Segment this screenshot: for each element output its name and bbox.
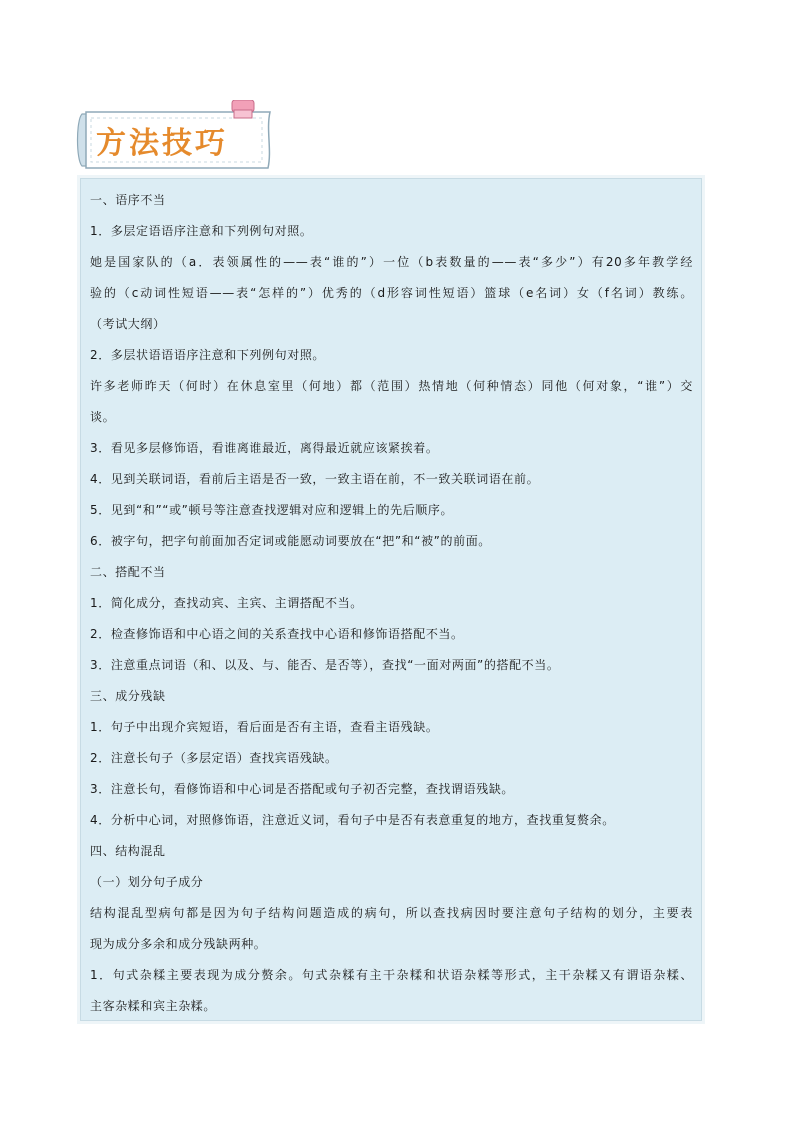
- text-line: 一、语序不当: [90, 193, 166, 207]
- text-line: 结构混乱型病句都是因为句子结构问题造成的病句，所以查找病因时要注意句子结构的划分，主要表: [90, 906, 693, 920]
- text-line: 2．多层状语语语序注意和下列例句对照。: [90, 348, 326, 362]
- text-line: 现为成分多余和成分残缺两种。: [90, 937, 267, 951]
- text-line: 谈。: [90, 410, 116, 424]
- text-line: 验的（c动词性短语——表“怎样的”）优秀的（d形容词性短语）篮球（e名词）女（f名词）教练。: [90, 286, 693, 300]
- text-line: 3．注意长句，看修饰语和中心词是否搭配或句子初否完整，查找谓语残缺。: [90, 782, 515, 796]
- page-title: 方法技巧: [96, 126, 228, 161]
- binder-clip-icon: [232, 100, 254, 118]
- text-line: 1．句式杂糅主要表现为成分赘余。句式杂糅有主干杂糅和状语杂糅等形式，主干杂糅又有谓语杂糅、: [90, 968, 693, 982]
- text-line: 1．句子中出现介宾短语，看后面是否有主语，查看主语残缺。: [90, 720, 439, 734]
- text-line: 二、搭配不当: [90, 565, 166, 579]
- text-line: 3．看见多层修饰语，看谁离谁最近，离得最近就应该紧挨着。: [90, 441, 439, 455]
- text-line: 许多老师昨天（何时）在休息室里（何地）都（范围）热情地（何种情态）同他（何对象，“谁”）交: [90, 379, 693, 393]
- text-line: 四、结构混乱: [90, 844, 166, 858]
- text-line: 三、成分残缺: [90, 689, 166, 703]
- section-title-banner: [76, 100, 276, 176]
- text-line: 6．被字句，把字句前面加否定词或能愿动词要放在“把”和“被”的前面。: [90, 534, 491, 548]
- text-line: 2．检查修饰语和中心语之间的关系查找中心语和修饰语搭配不当。: [90, 627, 464, 641]
- text-line: 2．注意长句子（多层定语）查找宾语残缺。: [90, 751, 338, 765]
- text-line: 5．见到“和”“或”顿号等注意查找逻辑对应和逻辑上的先后顺序。: [90, 503, 454, 517]
- content-panel: [80, 178, 702, 1021]
- text-line: 1．简化成分，查找动宾、主宾、主谓搭配不当。: [90, 596, 363, 610]
- text-line: 她是国家队的（a．表领属性的——表“谁的”）一位（b表数量的——表“多少”）有20多年教学经: [90, 255, 693, 269]
- text-line: （考试大纲）: [90, 317, 166, 331]
- text-line: 4．见到关联词语，看前后主语是否一致，一致主语在前，不一致关联词语在前。: [90, 472, 540, 486]
- text-line: 主客杂糅和宾主杂糅。: [90, 999, 217, 1013]
- text-line: 4．分析中心词，对照修饰语，注意近义词，看句子中是否有表意重复的地方，查找重复赘余。: [90, 813, 615, 827]
- text-line: 3．注意重点词语（和、以及、与、能否、是否等），查找“一面对两面”的搭配不当。: [90, 658, 560, 672]
- text-line: 1．多层定语语序注意和下列例句对照。: [90, 224, 313, 238]
- text-line: （一）划分句子成分: [90, 875, 204, 889]
